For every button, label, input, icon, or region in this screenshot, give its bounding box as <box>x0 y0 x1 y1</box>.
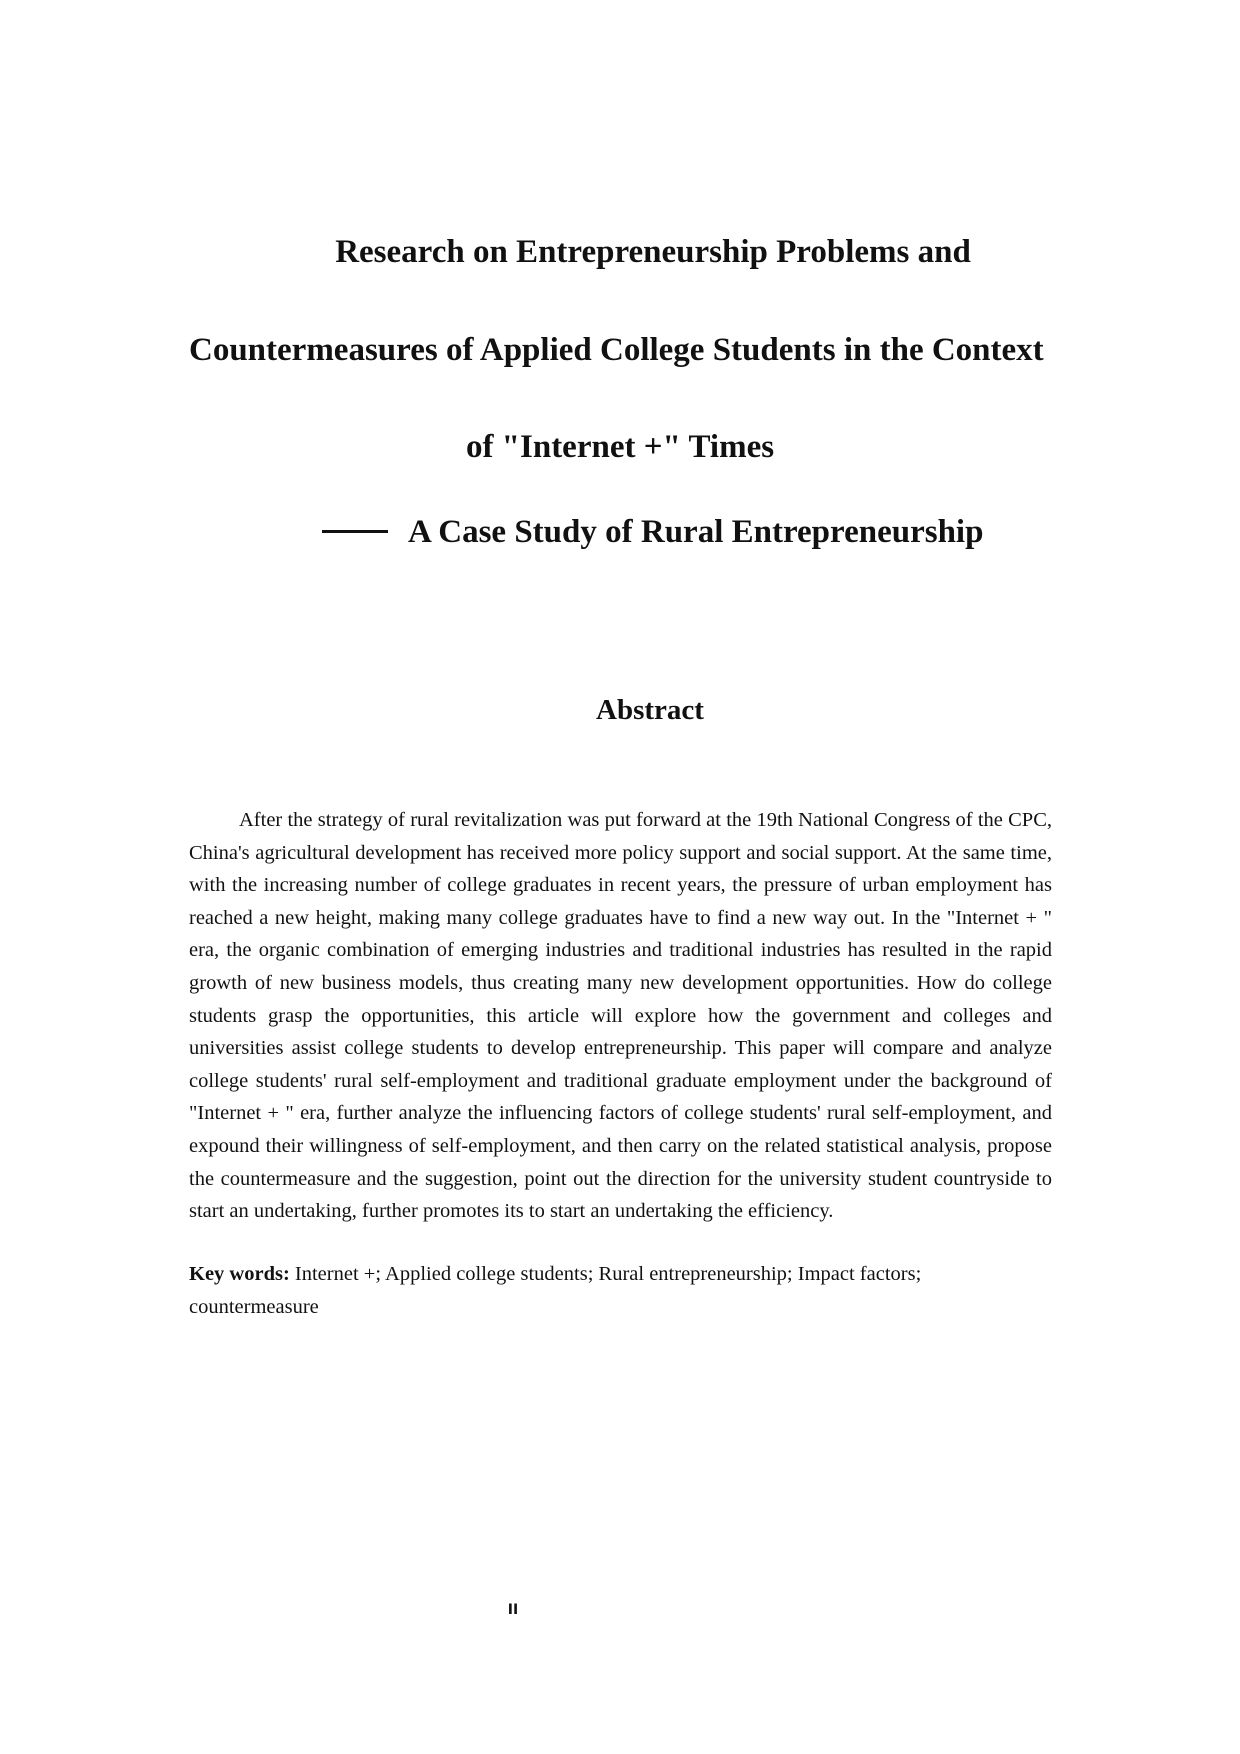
subtitle-text: A Case Study of Rural Entrepreneurship <box>408 514 984 550</box>
keywords-text: Internet +; Applied college students; Rural entrepreneurship; Impact factors; countermeasure <box>189 1263 922 1318</box>
keywords <box>189 1258 1052 1323</box>
abstract-body: After the strategy of rural revitalization was put forward at the 19th National Congress of the CPC, China's agricultural development has received more policy support and social support. At the same time, with the increasing number of college graduates in recent years, the pressure of urban employment has reached a new height, making many college graduates have to find a new way out. In the "Internet + " era, the organic combination of emerging industries and traditional industries has resulted in the rapid growth of new business models, thus creating many new development opportunities. How do college students grasp the opportunities, this article will explore how the government and colleges and universities assist college students to develop entrepreneurship. This paper will compare and analyze college students' rural self-employment and traditional graduate employment under the background of "Internet + " era, further analyze the influencing factors of college students' rural self-employment, and expound their willingness of self-employment, and then carry on the related statistical analysis, propose the countermeasure and the suggestion, point out the direction for the university student countryside to start an undertaking, further promotes its to start an undertaking the efficiency. <box>189 809 1052 1223</box>
title-line-3: of "Internet +" Times <box>465 429 775 465</box>
abstract-heading: Abstract <box>596 694 704 726</box>
title-line-1: Research on Entrepreneurship Problems and <box>335 234 971 270</box>
subtitle <box>322 512 983 552</box>
em-dash-rule <box>322 530 388 533</box>
keywords-label: Key words: <box>189 1263 290 1285</box>
page-number: II <box>507 1602 519 1618</box>
title-line-2: Countermeasures of Applied College Students in the Context <box>189 332 1044 368</box>
